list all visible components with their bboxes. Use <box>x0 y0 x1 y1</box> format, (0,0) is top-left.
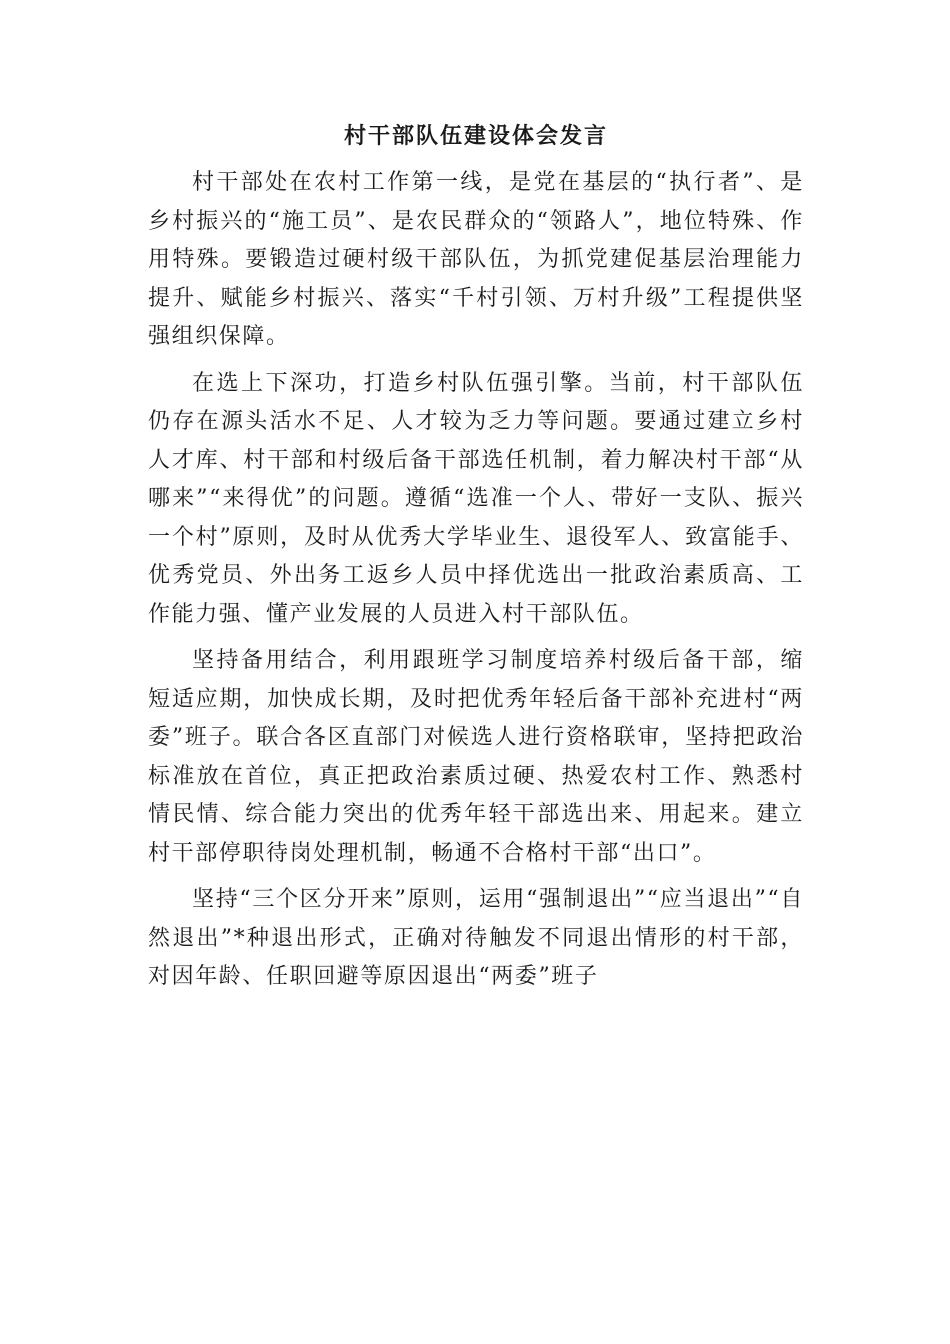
document-title: 村干部队伍建设体会发言 <box>343 123 608 149</box>
paragraph-selection: 在选上下深功，打造乡村队伍强引擎。当前，村干部队伍仍存在源头活水不足、人才较为乏力等问题。要通过建立乡村人才库、村干部和村级后备干部选任机制，着力解决村干部“从哪来”“来得优”的问题。遵循“选准一个人、带好一支队、振兴一个村”原则，及时从优秀大学毕业生、退役军人、致富能手、优秀党员、外出务工返乡人员中择优选出一批政治素质高、工作能力强、懂产业发展的人员进入村干部队伍。 <box>148 370 804 627</box>
document-page <box>148 118 804 1005</box>
paragraph-intro: 村干部处在农村工作第一线，是党在基层的“执行者”、是乡村振兴的“施工员”、是农民群众的“领路人”，地位特殊、作用特殊。要锻造过硬村级干部队伍，为抓党建促基层治理能力提升、赋能乡村振兴、落实“千村引领、万村升级”工程提供坚强组织保障。 <box>148 170 804 349</box>
paragraph-training: 坚持备用结合，利用跟班学习制度培养村级后备干部，缩短适应期，加快成长期，及时把优秀年轻后备干部补充进村“两委”班子。联合各区直部门对候选人进行资格联审，坚持把政治标准放在首位，真正把政治素质过硬、热爱农村工作、熟悉村情民情、综合能力突出的优秀年轻干部选出来、用起来。建立村干部停职待岗处理机制，畅通不合格村干部“出口”。 <box>148 648 804 866</box>
paragraph-exit: 坚持“三个区分开来”原则，运用“强制退出”“应当退出”“自然退出”*种退出形式，正确对待触发不同退出情形的村干部，对因年龄、任职回避等原因退出“两委”班子 <box>148 887 804 989</box>
